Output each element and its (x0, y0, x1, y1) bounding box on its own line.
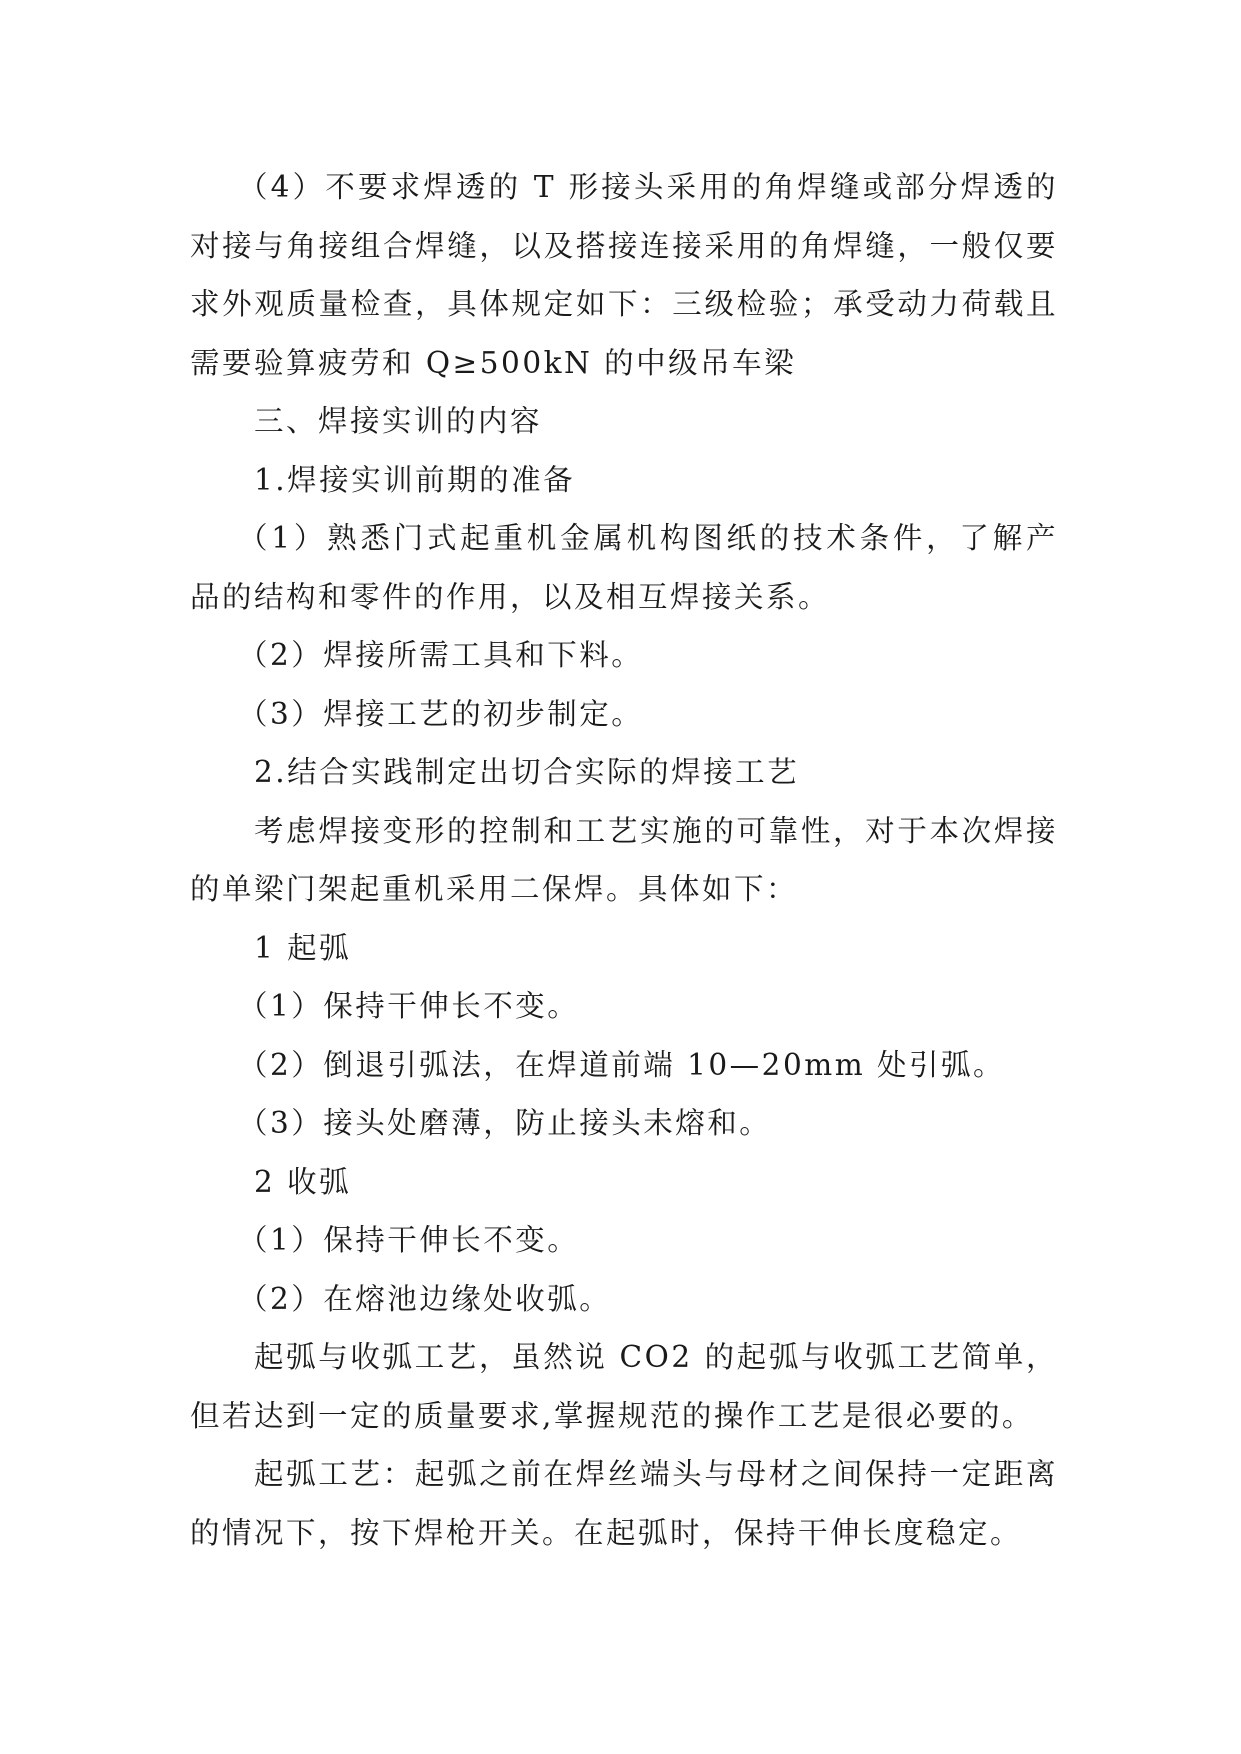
heading-arc-start: 1 起弧 (254, 930, 352, 965)
paragraph-arc-start-item-3: （3）接头处磨薄，防止接头未熔和。 (238, 1106, 772, 1140)
paragraph-arc-summary: 起弧与收弧工艺，虽然说 CO2 的起弧与收弧工艺简单，但若达到一定的质量要求,掌握规范的操作工艺是很必要的。 (190, 1340, 1058, 1433)
heading-process: 2.结合实践制定出切合实际的焊接工艺 (254, 755, 800, 789)
paragraph-arc-start-item-1: （1）保持干伸长不变。 (238, 989, 580, 1023)
heading-arc-end: 2 收弧 (254, 1164, 352, 1199)
paragraph-prep-item-1: （1）熟悉门式起重机金属机构图纸的技术条件，了解产品的结构和零件的作用，以及相互焊接关系。 (190, 521, 1058, 614)
paragraph-prep-item-2: （2）焊接所需工具和下料。 (238, 638, 644, 672)
paragraph-weld-inspection: （4）不要求焊透的 T 形接头采用的角焊缝或部分焊透的对接与角接组合焊缝，以及搭接连接采用的角焊缝，一般仅要求外观质量检查，具体规定如下：三级检验；承受动力荷载且需要验算疲劳和 Q≥500kN 的中级吊车梁 (190, 170, 1058, 380)
paragraph-prep-item-3: （3）焊接工艺的初步制定。 (238, 696, 644, 731)
paragraph-arc-end-item-2: （2）在熔池边缘处收弧。 (238, 1281, 612, 1316)
paragraph-process-intro: 考虑焊接变形的控制和工艺实施的可靠性，对于本次焊接的单梁门架起重机采用二保焊。具体如下： (190, 813, 1058, 906)
paragraph-arc-end-item-1: （1）保持干伸长不变。 (238, 1223, 580, 1257)
paragraph-arc-start-item-2: （2）倒退引弧法，在焊道前端 10—20mm 处引弧。 (238, 1047, 1006, 1082)
heading-preparation: 1.焊接实训前期的准备 (254, 462, 576, 497)
paragraph-arc-start-process: 起弧工艺：起弧之前在焊丝端头与母材之间保持一定距离的情况下，按下焊枪开关。在起弧时，保持干伸长度稳定。 (190, 1457, 1058, 1550)
document-page (190, 158, 1058, 1562)
heading-section-three: 三、焊接实训的内容 (254, 404, 543, 438)
